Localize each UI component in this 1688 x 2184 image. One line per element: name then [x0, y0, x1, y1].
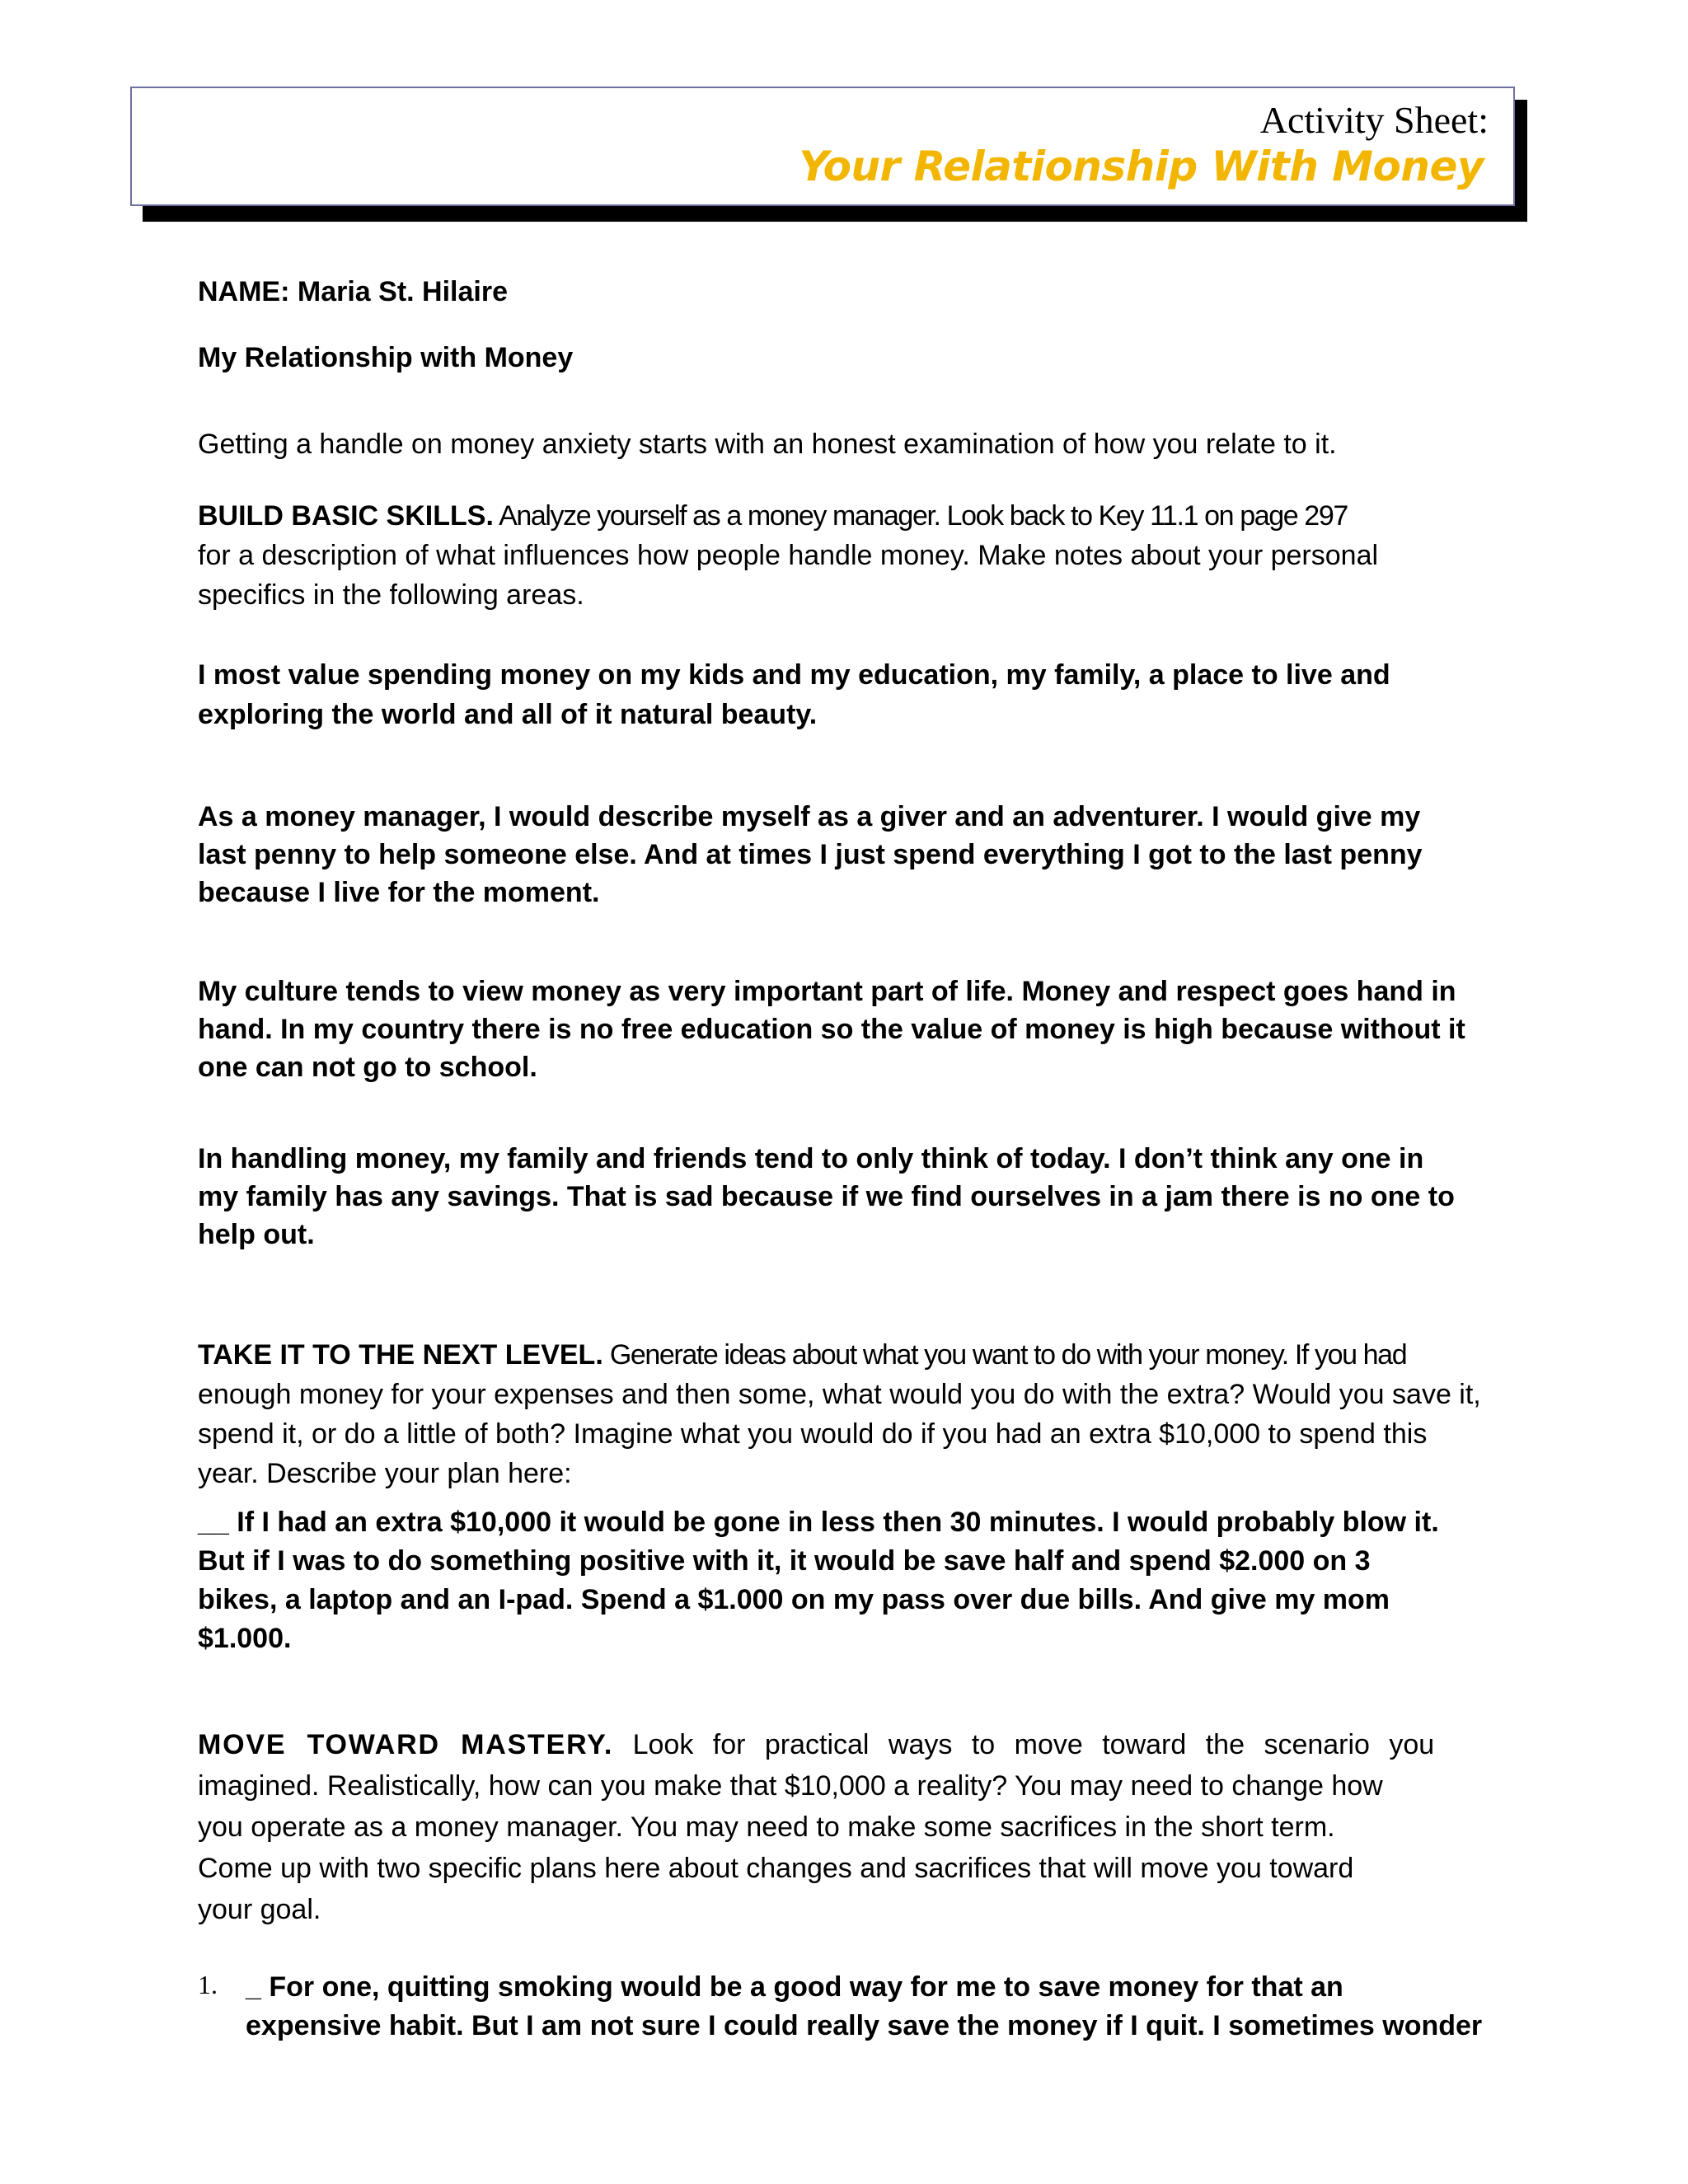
next-level-prompt: [198, 1335, 1481, 1493]
name-line: NAME: Maria St. Hilaire: [198, 276, 508, 307]
answer-manager-line3: because I live for the moment.: [198, 877, 600, 908]
answer-culture: [198, 972, 1465, 1086]
mastery-line5: your goal.: [198, 1894, 321, 1925]
answer-values-line1: I most value spending money on my kids and my education, my family, a place to live and: [198, 659, 1390, 691]
header-title: Your Relationship With Money: [799, 143, 1484, 190]
build-basic-line2: for a description of what influences how people handle money. Make notes about your personal: [198, 540, 1379, 571]
answer-values-line2: exploring the world and all of it natural beauty.: [198, 699, 818, 730]
next-level-answer-line4: $1.000.: [198, 1623, 292, 1654]
next-level-line4: year. Describe your plan here:: [198, 1458, 572, 1489]
header-label: Activity Sheet:: [1259, 99, 1489, 141]
answer-manager-line2: last penny to help someone else. And at times I just spend everything I got to the last penny: [198, 839, 1423, 870]
answer-family: [198, 1140, 1455, 1254]
mastery-line4: Come up with two specific plans here about changes and sacrifices that will move you toward: [198, 1853, 1354, 1884]
intro-text: Getting a handle on money anxiety starts with an honest examination of how you relate to it.: [198, 429, 1337, 460]
next-level-answer: [198, 1503, 1439, 1658]
mastery-prompt: [198, 1724, 1434, 1930]
answer-culture-line2: hand. In my country there is no free education so the value of money is high because without it: [198, 1014, 1465, 1045]
mastery-lead: MOVE TOWARD MASTERY.: [198, 1729, 614, 1760]
build-basic-line3: specifics in the following areas.: [198, 579, 584, 611]
answer-family-line1: In handling money, my family and friends tend to only think of today. I don’t think any one in: [198, 1143, 1424, 1174]
mastery-line2: imagined. Realistically, how can you make that $10,000 a reality? You may need to change how: [198, 1770, 1383, 1802]
next-level-answer-line2: But if I was to do something positive with it, it would be save half and spend $2.000 on 3: [198, 1545, 1371, 1577]
next-level-answer-line3: bikes, a laptop and an I-pad. Spend a $1.000 on my pass over due bills. And give my mom: [198, 1584, 1390, 1615]
mastery-plan-item-1-line1: _ For one, quitting smoking would be a good way for me to save money for that an: [246, 1971, 1343, 2003]
next-level-line3: spend it, or do a little of both? Imagine what you would do if you had an extra $10,000 to spend this: [198, 1418, 1428, 1450]
activity-sheet-header: [130, 87, 1515, 206]
mastery-line1: Look for practical ways to move toward the scenario you: [613, 1729, 1435, 1760]
next-level-answer-line1: __ If I had an extra $10,000 it would be gone in less then 30 minutes. I would probably blow it.: [198, 1507, 1439, 1538]
answer-family-line2: my family has any savings. That is sad because if we find ourselves in a jam there is no one to: [198, 1181, 1455, 1212]
next-level-lead: TAKE IT TO THE NEXT LEVEL.: [198, 1339, 603, 1371]
build-basic-skills-prompt: [198, 496, 1378, 615]
subtitle: My Relationship with Money: [198, 342, 574, 373]
build-basic-line1: Analyze yourself as a money manager. Look back to Key 11.1 on page 297: [493, 500, 1348, 532]
answer-values: [198, 655, 1390, 734]
answer-manager-line1: As a money manager, I would describe myself as a giver and an adventurer. I would give my: [198, 801, 1421, 832]
mastery-plan-item-1-line2: expensive habit. But I am not sure I could really save the money if I quit. I sometimes wonder: [246, 2010, 1483, 2041]
answer-culture-line3: one can not go to school.: [198, 1052, 537, 1083]
list-number: 1.: [198, 1970, 218, 1999]
answer-family-line3: help out.: [198, 1219, 315, 1250]
answer-culture-line1: My culture tends to view money as very important part of life. Money and respect goes hand in: [198, 976, 1456, 1007]
mastery-line3: you operate as a money manager. You may need to make some sacrifices in the short term.: [198, 1811, 1335, 1843]
next-level-line1: Generate ideas about what you want to do with your money. If you had: [603, 1339, 1407, 1371]
answer-manager: [198, 798, 1423, 912]
build-basic-lead: BUILD BASIC SKILLS.: [198, 500, 494, 532]
next-level-line2: enough money for your expenses and then some, what would you do with the extra? Would you save it,: [198, 1379, 1481, 1410]
